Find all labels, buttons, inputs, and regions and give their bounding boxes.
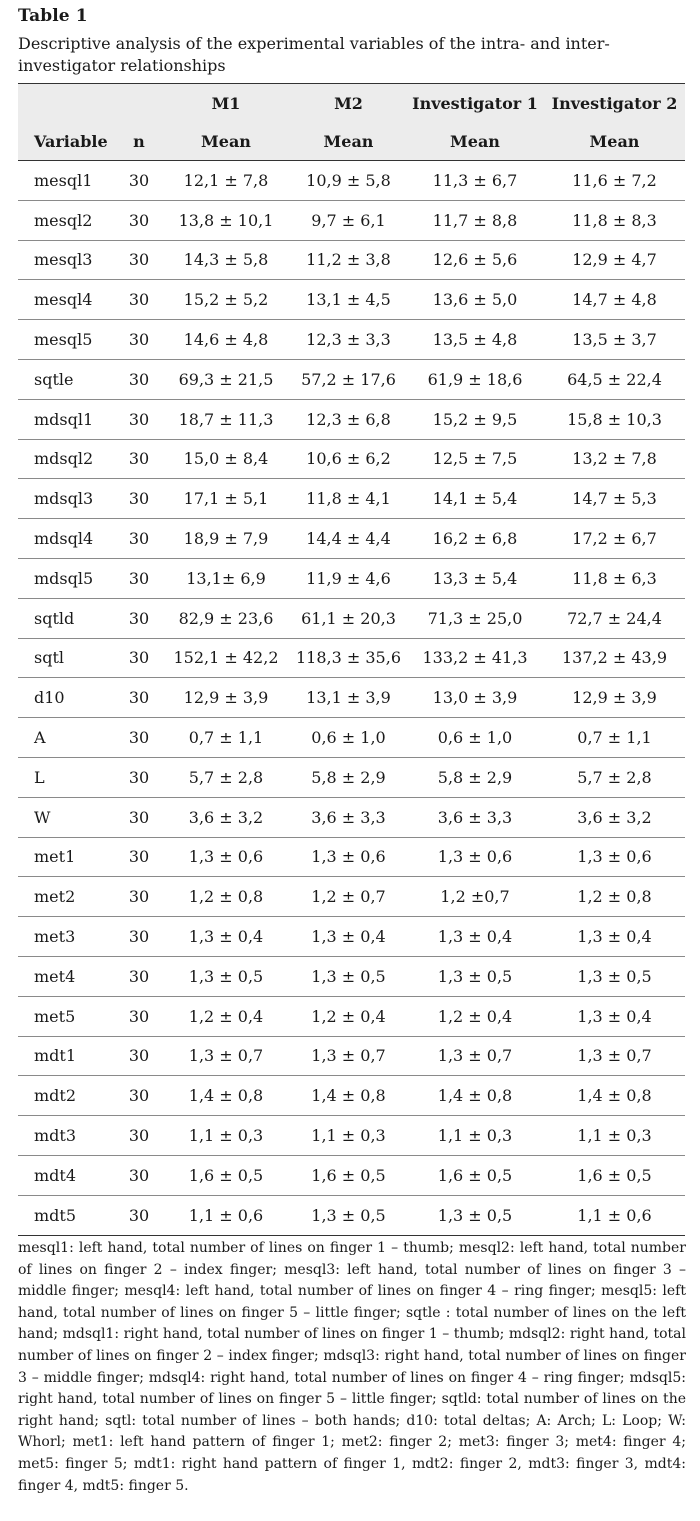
mean-cell: 72,7 ± 24,4 bbox=[567, 608, 662, 628]
table-row bbox=[18, 1076, 685, 1116]
n-cell: 30 bbox=[128, 1046, 150, 1066]
mean-cell: 3,6 ± 3,3 bbox=[311, 807, 386, 827]
n-cell: 30 bbox=[128, 966, 150, 986]
variable-cell: mdt2 bbox=[34, 1086, 77, 1106]
mean-cell: 13,1± 6,9 bbox=[186, 568, 266, 588]
variable-cell: mdsql2 bbox=[34, 449, 94, 469]
column-header-cell: Mean bbox=[201, 131, 251, 151]
n-cell: 30 bbox=[128, 330, 150, 350]
mean-cell: 1,3 ± 0,6 bbox=[188, 847, 264, 867]
mean-cell: 11,8 ± 4,1 bbox=[306, 489, 391, 509]
mean-cell: 3,6 ± 3,2 bbox=[577, 807, 652, 827]
mean-cell: 12,9 ± 4,7 bbox=[572, 250, 657, 270]
variable-cell: sqtl bbox=[34, 648, 64, 668]
mean-cell: 13,1 ± 3,9 bbox=[306, 688, 391, 708]
mean-cell: 64,5 ± 22,4 bbox=[567, 369, 662, 389]
mean-cell: 11,9 ± 4,6 bbox=[306, 568, 391, 588]
mean-cell: 1,4 ± 0,8 bbox=[188, 1086, 264, 1106]
mean-cell: 1,6 ± 0,5 bbox=[311, 1165, 386, 1185]
mean-cell: 13,5 ± 4,8 bbox=[432, 330, 518, 350]
variable-cell: mesql3 bbox=[34, 250, 93, 270]
variable-cell: met5 bbox=[34, 1006, 76, 1026]
mean-cell: 1,3 ± 0,4 bbox=[311, 927, 386, 947]
mean-cell: 11,8 ± 8,3 bbox=[572, 210, 657, 230]
n-cell: 30 bbox=[128, 170, 150, 190]
mean-cell: 14,7 ± 5,3 bbox=[572, 489, 657, 509]
mean-cell: 118,3 ± 35,6 bbox=[295, 648, 401, 668]
n-cell: 30 bbox=[128, 1086, 150, 1106]
mean-cell: 1,3 ± 0,5 bbox=[437, 966, 513, 986]
table-row bbox=[18, 797, 685, 837]
variable-cell: d10 bbox=[34, 688, 65, 708]
mean-cell: 1,3 ± 0,5 bbox=[311, 1205, 386, 1225]
group-header-cell: Investigator 1 bbox=[412, 93, 538, 113]
n-cell: 30 bbox=[128, 608, 150, 628]
variable-cell: W bbox=[34, 807, 51, 827]
n-cell: 30 bbox=[128, 409, 150, 429]
table-row bbox=[18, 917, 685, 957]
mean-cell: 1,2 ± 0,4 bbox=[188, 1006, 264, 1026]
mean-cell: 17,2 ± 6,7 bbox=[572, 529, 657, 549]
variable-cell: sqtle bbox=[34, 369, 74, 389]
mean-cell: 5,7 ± 2,8 bbox=[577, 767, 652, 787]
mean-cell: 13,6 ± 5,0 bbox=[432, 290, 518, 310]
mean-cell: 10,6 ± 6,2 bbox=[306, 449, 391, 469]
mean-cell: 10,9 ± 5,8 bbox=[306, 170, 391, 190]
mean-cell: 16,2 ± 6,8 bbox=[432, 529, 518, 549]
column-header-row bbox=[18, 122, 685, 161]
n-cell: 30 bbox=[128, 1006, 150, 1026]
mean-cell: 1,3 ± 0,6 bbox=[437, 847, 513, 867]
table-row bbox=[18, 1155, 685, 1195]
n-cell: 30 bbox=[128, 847, 150, 867]
mean-cell: 1,3 ± 0,7 bbox=[437, 1046, 513, 1066]
mean-cell: 12,9 ± 3,9 bbox=[183, 688, 269, 708]
mean-cell: 1,3 ± 0,4 bbox=[577, 927, 652, 947]
n-cell: 30 bbox=[128, 728, 150, 748]
mean-cell: 133,2 ± 41,3 bbox=[422, 648, 528, 668]
n-cell: 30 bbox=[128, 369, 150, 389]
mean-cell: 13,1 ± 4,5 bbox=[306, 290, 391, 310]
mean-cell: 1,1 ± 0,6 bbox=[577, 1205, 652, 1225]
variable-cell: mesql1 bbox=[34, 170, 93, 190]
mean-cell: 11,2 ± 3,8 bbox=[306, 250, 391, 270]
variable-cell: mdsql3 bbox=[34, 489, 94, 509]
mean-cell: 13,0 ± 3,9 bbox=[432, 688, 518, 708]
mean-cell: 15,8 ± 10,3 bbox=[567, 409, 662, 429]
mean-cell: 5,7 ± 2,8 bbox=[188, 767, 264, 787]
mean-cell: 152,1 ± 42,2 bbox=[173, 648, 279, 668]
table-row bbox=[18, 996, 685, 1036]
table-row bbox=[18, 439, 685, 479]
mean-cell: 14,6 ± 4,8 bbox=[183, 330, 269, 350]
table-header bbox=[18, 84, 685, 161]
mean-cell: 1,3 ± 0,4 bbox=[188, 927, 264, 947]
variable-cell: mdt5 bbox=[34, 1205, 77, 1225]
mean-cell: 17,1 ± 5,1 bbox=[183, 489, 269, 509]
mean-cell: 12,1 ± 7,8 bbox=[183, 170, 269, 190]
mean-cell: 9,7 ± 6,1 bbox=[311, 210, 386, 230]
n-cell: 30 bbox=[128, 648, 150, 668]
mean-cell: 12,3 ± 3,3 bbox=[306, 330, 391, 350]
variable-cell: mdt3 bbox=[34, 1126, 77, 1146]
mean-cell: 5,8 ± 2,9 bbox=[437, 767, 513, 787]
mean-cell: 1,4 ± 0,8 bbox=[311, 1086, 386, 1106]
variable-cell: mdt4 bbox=[34, 1165, 77, 1185]
mean-cell: 13,5 ± 3,7 bbox=[572, 330, 657, 350]
mean-cell: 5,8 ± 2,9 bbox=[311, 767, 386, 787]
mean-cell: 71,3 ± 25,0 bbox=[427, 608, 523, 628]
n-cell: 30 bbox=[128, 290, 150, 310]
mean-cell: 15,0 ± 8,4 bbox=[183, 449, 269, 469]
variable-cell: met4 bbox=[34, 966, 76, 986]
mean-cell: 1,3 ± 0,6 bbox=[311, 847, 386, 867]
mean-cell: 61,9 ± 18,6 bbox=[427, 369, 523, 389]
table-row bbox=[18, 678, 685, 718]
n-cell: 30 bbox=[128, 250, 150, 270]
mean-cell: 69,3 ± 21,5 bbox=[178, 369, 274, 389]
table-caption-text: Descriptive analysis of the experimental variables of the intra- and inter-investigator relationships bbox=[18, 34, 610, 75]
mean-cell: 1,3 ± 0,5 bbox=[577, 966, 652, 986]
table-caption-label: Table 1 bbox=[18, 6, 88, 26]
column-header-cell: Mean bbox=[450, 131, 500, 151]
mean-cell: 1,2 ± 0,7 bbox=[311, 887, 386, 907]
mean-cell: 12,6 ± 5,6 bbox=[432, 250, 518, 270]
variable-cell: met3 bbox=[34, 927, 76, 947]
mean-cell: 1,3 ± 0,4 bbox=[577, 1006, 652, 1026]
variable-cell: mesql4 bbox=[34, 290, 93, 310]
n-cell: 30 bbox=[128, 449, 150, 469]
mean-cell: 18,9 ± 7,9 bbox=[183, 529, 269, 549]
mean-cell: 13,2 ± 7,8 bbox=[572, 449, 657, 469]
mean-cell: 14,4 ± 4,4 bbox=[306, 529, 391, 549]
table-row bbox=[18, 320, 685, 360]
table-row bbox=[18, 399, 685, 439]
mean-cell: 82,9 ± 23,6 bbox=[178, 608, 274, 628]
mean-cell: 1,6 ± 0,5 bbox=[437, 1165, 513, 1185]
mean-cell: 1,3 ± 0,7 bbox=[188, 1046, 264, 1066]
variable-cell: mesql2 bbox=[34, 210, 93, 230]
column-header-cell: n bbox=[133, 131, 145, 151]
mean-cell: 1,2 ± 0,4 bbox=[437, 1006, 513, 1026]
table-footnote: mesql1: left hand, total number of lines on finger 1 – thumb; mesql2: left hand, total number of lines on finger 2 – index finger; mesql3: left hand, total number of lines on finger 3 – middle finger; mesql4: left hand, total number of lines on finger 4 – ring finger; mesql5: left hand, total number of lines on finger 5 – little finger; sqtle : total number of lines on the left hand; mdsql1: right hand, total number of lines on finger 1 – thumb; mdsql2: right hand, total number of lines on finger 2 – index finger; mdsql3: right hand, total number of lines on finger 3 – middle finger; mdsql4: right hand, total number of lines on finger 4 – ring finger; mdsql5: right hand, total number of lines on finger 5 – little finger; sqtld: total number of lines on the right hand; sqtl: total number of lines – both hands; d10: total deltas; A: Arch; L: Loop; W: Whorl; met1: left hand pattern of finger 1; met2: finger 2; met3: finger 3; met4: finger 4; met5: finger 5; mdt1: right hand pattern of finger 1, mdt2: finger 2, mdt3: finger 3, mdt4: finger 4, mdt5: finger 5. bbox=[18, 1240, 686, 1494]
variable-cell: L bbox=[34, 767, 45, 787]
mean-cell: 1,2 ± 0,4 bbox=[311, 1006, 386, 1026]
table-row bbox=[18, 161, 685, 201]
mean-cell: 1,4 ± 0,8 bbox=[437, 1086, 513, 1106]
mean-cell: 14,1 ± 5,4 bbox=[432, 489, 518, 509]
mean-cell: 14,3 ± 5,8 bbox=[183, 250, 269, 270]
mean-cell: 1,1 ± 0,3 bbox=[437, 1126, 513, 1146]
mean-cell: 12,9 ± 3,9 bbox=[572, 688, 657, 708]
table-row bbox=[18, 519, 685, 559]
variable-cell: mdt1 bbox=[34, 1046, 77, 1066]
variable-cell: A bbox=[34, 728, 46, 748]
mean-cell: 1,3 ± 0,5 bbox=[311, 966, 386, 986]
n-cell: 30 bbox=[128, 210, 150, 230]
n-cell: 30 bbox=[128, 1205, 150, 1225]
n-cell: 30 bbox=[128, 529, 150, 549]
mean-cell: 1,1 ± 0,3 bbox=[577, 1126, 652, 1146]
group-header-cell: M2 bbox=[334, 93, 363, 113]
table-row bbox=[18, 638, 685, 678]
descriptive-table bbox=[18, 83, 685, 1236]
table-row bbox=[18, 200, 685, 240]
mean-cell: 1,3 ± 0,4 bbox=[437, 927, 513, 947]
mean-cell: 1,2 ±0,7 bbox=[440, 887, 510, 907]
n-cell: 30 bbox=[128, 887, 150, 907]
mean-cell: 12,5 ± 7,5 bbox=[432, 449, 518, 469]
mean-cell: 1,2 ± 0,8 bbox=[577, 887, 652, 907]
mean-cell: 3,6 ± 3,3 bbox=[437, 807, 513, 827]
variable-cell: met1 bbox=[34, 847, 76, 867]
n-cell: 30 bbox=[128, 489, 150, 509]
table-row bbox=[18, 837, 685, 877]
table-row bbox=[18, 280, 685, 320]
mean-cell: 11,3 ± 6,7 bbox=[432, 170, 518, 190]
variable-cell: mdsql4 bbox=[34, 529, 94, 549]
n-cell: 30 bbox=[128, 688, 150, 708]
mean-cell: 1,1 ± 0,6 bbox=[188, 1205, 264, 1225]
mean-cell: 0,6 ± 1,0 bbox=[311, 728, 386, 748]
group-header-cell: Investigator 2 bbox=[551, 93, 678, 113]
table-body bbox=[18, 161, 685, 1236]
mean-cell: 61,1 ± 20,3 bbox=[301, 608, 396, 628]
n-cell: 30 bbox=[128, 1126, 150, 1146]
mean-cell: 11,7 ± 8,8 bbox=[432, 210, 518, 230]
mean-cell: 11,6 ± 7,2 bbox=[572, 170, 657, 190]
column-header-cell: Mean bbox=[323, 131, 374, 151]
n-cell: 30 bbox=[128, 927, 150, 947]
mean-cell: 1,6 ± 0,5 bbox=[577, 1165, 652, 1185]
group-header-cell bbox=[18, 84, 117, 123]
table-row bbox=[18, 479, 685, 519]
mean-cell: 12,3 ± 6,8 bbox=[306, 409, 391, 429]
table-row bbox=[18, 877, 685, 917]
table-row bbox=[18, 1036, 685, 1076]
mean-cell: 1,4 ± 0,8 bbox=[577, 1086, 652, 1106]
mean-cell: 14,7 ± 4,8 bbox=[572, 290, 657, 310]
mean-cell: 0,6 ± 1,0 bbox=[437, 728, 513, 748]
table-row bbox=[18, 598, 685, 638]
group-header-cell: M1 bbox=[211, 93, 241, 113]
mean-cell: 0,7 ± 1,1 bbox=[188, 728, 264, 748]
mean-cell: 1,3 ± 0,7 bbox=[311, 1046, 386, 1066]
mean-cell: 18,7 ± 11,3 bbox=[178, 409, 274, 429]
mean-cell: 13,8 ± 10,1 bbox=[178, 210, 274, 230]
mean-cell: 3,6 ± 3,2 bbox=[188, 807, 264, 827]
table-row bbox=[18, 956, 685, 996]
mean-cell: 1,2 ± 0,8 bbox=[188, 887, 264, 907]
n-cell: 30 bbox=[128, 1165, 150, 1185]
mean-cell: 137,2 ± 43,9 bbox=[561, 648, 667, 668]
mean-cell: 13,3 ± 5,4 bbox=[432, 568, 518, 588]
table-row bbox=[18, 1195, 685, 1235]
mean-cell: 15,2 ± 5,2 bbox=[183, 290, 269, 310]
column-header-cell: Variable bbox=[34, 131, 108, 151]
variable-cell: mesql5 bbox=[34, 330, 93, 350]
variable-cell: mdsql5 bbox=[34, 568, 94, 588]
mean-cell: 1,3 ± 0,6 bbox=[577, 847, 652, 867]
mean-cell: 0,7 ± 1,1 bbox=[577, 728, 652, 748]
mean-cell: 57,2 ± 17,6 bbox=[301, 369, 396, 389]
mean-cell: 1,3 ± 0,5 bbox=[437, 1205, 513, 1225]
mean-cell: 1,3 ± 0,7 bbox=[577, 1046, 652, 1066]
group-header-cell bbox=[117, 84, 161, 123]
table-row bbox=[18, 1116, 685, 1156]
mean-cell: 1,6 ± 0,5 bbox=[188, 1165, 264, 1185]
group-header-row bbox=[18, 84, 685, 123]
table-row bbox=[18, 240, 685, 280]
mean-cell: 1,1 ± 0,3 bbox=[188, 1126, 264, 1146]
variable-cell: sqtld bbox=[34, 608, 75, 628]
mean-cell: 1,1 ± 0,3 bbox=[311, 1126, 386, 1146]
table-row bbox=[18, 359, 685, 399]
variable-cell: met2 bbox=[34, 887, 76, 907]
n-cell: 30 bbox=[128, 568, 150, 588]
table-row bbox=[18, 558, 685, 598]
table-row bbox=[18, 757, 685, 797]
mean-cell: 15,2 ± 9,5 bbox=[432, 409, 518, 429]
mean-cell: 1,3 ± 0,5 bbox=[188, 966, 264, 986]
variable-cell: mdsql1 bbox=[34, 409, 94, 429]
column-header-cell: Mean bbox=[589, 131, 640, 151]
mean-cell: 11,8 ± 6,3 bbox=[572, 568, 657, 588]
table-row bbox=[18, 718, 685, 758]
n-cell: 30 bbox=[128, 767, 150, 787]
n-cell: 30 bbox=[128, 807, 150, 827]
